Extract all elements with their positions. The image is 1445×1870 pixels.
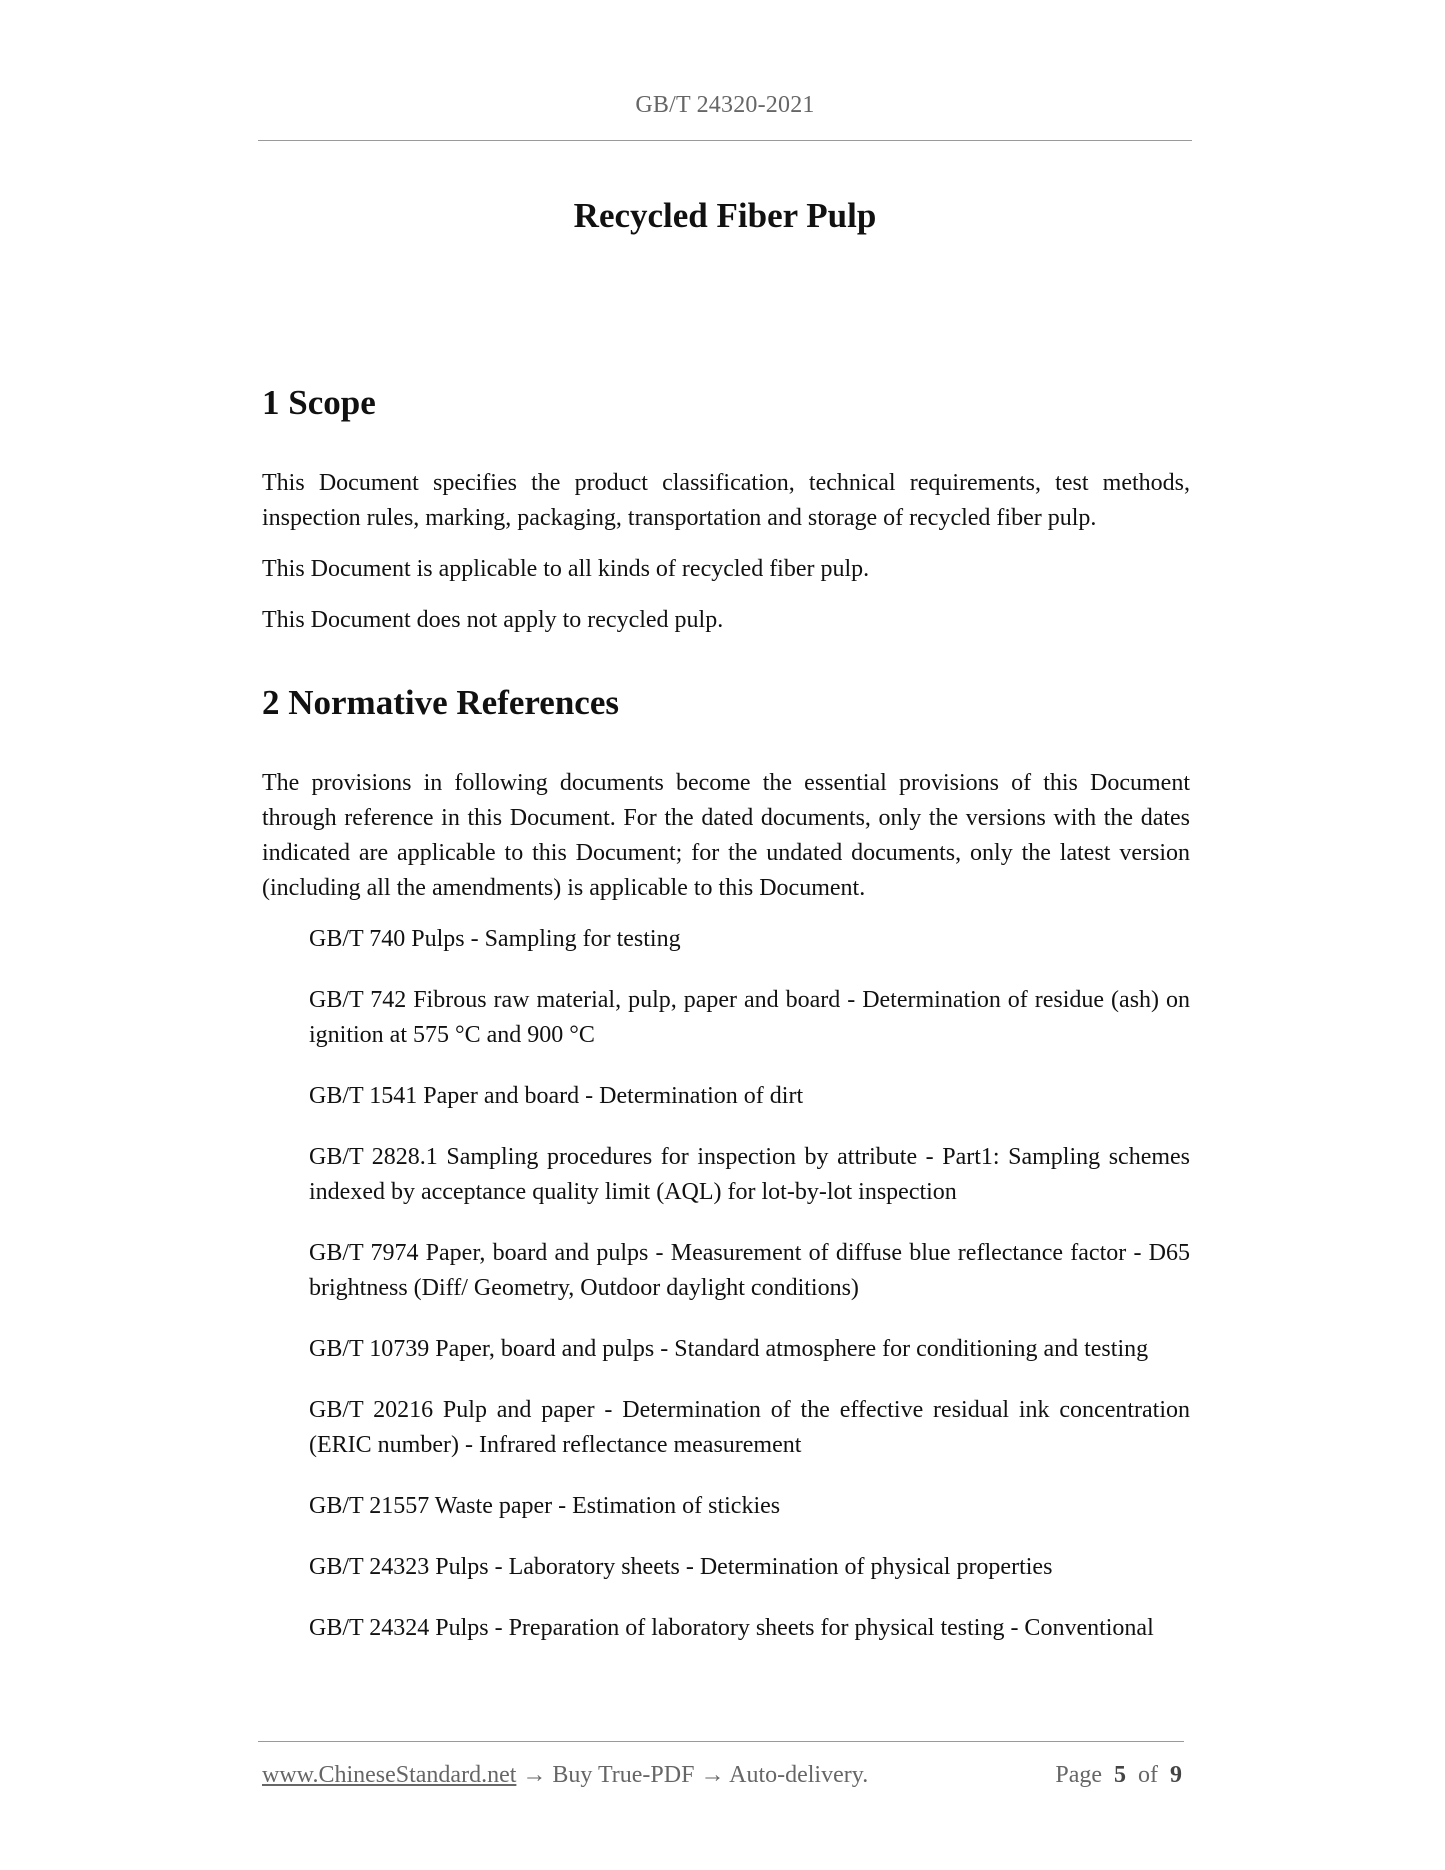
reference-item: GB/T 20216 Pulp and paper - Determination of the effective residual ink concentration (ERIC number) - Infrared reflectance measurement bbox=[309, 1397, 1190, 1458]
page-header bbox=[258, 92, 1192, 119]
section-scope bbox=[262, 382, 1190, 638]
page-of-label: of bbox=[1138, 1762, 1158, 1788]
reference-list bbox=[262, 922, 1190, 1646]
standard-code: GB/T 24320-2021 bbox=[635, 92, 815, 118]
chinesestandard-link[interactable]: www.ChineseStandard.net bbox=[262, 1762, 517, 1788]
reference-item: GB/T 740 Pulps - Sampling for testing bbox=[309, 926, 681, 952]
footer-divider bbox=[258, 1741, 1184, 1742]
reference-item: GB/T 10739 Paper, board and pulps - Standard atmosphere for conditioning and testing bbox=[309, 1336, 1149, 1362]
page-label: Page bbox=[1055, 1762, 1102, 1788]
page-indicator bbox=[1055, 1762, 1182, 1789]
scope-paragraph: This Document specifies the product classification, technical requirements, test methods, inspection rules, marking, packaging, transportation and storage of recycled fiber pulp. bbox=[262, 470, 1190, 531]
total-pages: 9 bbox=[1170, 1762, 1182, 1788]
references-intro: The provisions in following documents become the essential provisions of this Document through reference in this Document. For the dated documents, only the versions with the dates indicated are applicable to this Document; for the undated documents, only the latest version (including all the amendments) is applicable to this Document. bbox=[262, 770, 1190, 901]
scope-paragraph: This Document does not apply to recycled pulp. bbox=[262, 607, 724, 633]
reference-item: GB/T 1541 Paper and board - Determination of dirt bbox=[309, 1083, 804, 1109]
reference-item: GB/T 21557 Waste paper - Estimation of stickies bbox=[309, 1493, 781, 1519]
section-heading-normative-references: 2 Normative References bbox=[262, 683, 619, 722]
document-title: Recycled Fiber Pulp bbox=[573, 196, 877, 235]
header-divider bbox=[258, 140, 1192, 141]
reference-item: GB/T 24323 Pulps - Laboratory sheets - Determination of physical properties bbox=[309, 1554, 1053, 1580]
footer-promo-text: → Buy True-PDF → Auto-delivery. bbox=[516, 1762, 869, 1788]
scope-paragraph: This Document is applicable to all kinds of recycled fiber pulp. bbox=[262, 556, 870, 582]
reference-item: GB/T 24324 Pulps - Preparation of laboratory sheets for physical testing - Conventional bbox=[309, 1615, 1154, 1641]
reference-item: GB/T 742 Fibrous raw material, pulp, paper and board - Determination of residue (ash) on ignition at 575 °C and 900 °C bbox=[309, 987, 1190, 1048]
reference-item: GB/T 2828.1 Sampling procedures for inspection by attribute - Part1: Sampling schemes indexed by acceptance quality limit (AQL) for lot-by-lot inspection bbox=[309, 1144, 1190, 1205]
document-body bbox=[262, 382, 1190, 1672]
section-normative-references bbox=[262, 682, 1190, 1646]
reference-item: GB/T 7974 Paper, board and pulps - Measurement of diffuse blue reflectance factor - D65 brightness (Diff/ Geometry, Outdoor daylight conditions) bbox=[309, 1240, 1190, 1301]
current-page: 5 bbox=[1114, 1762, 1126, 1788]
footer-promo bbox=[262, 1762, 868, 1789]
section-heading-scope: 1 Scope bbox=[262, 383, 376, 422]
